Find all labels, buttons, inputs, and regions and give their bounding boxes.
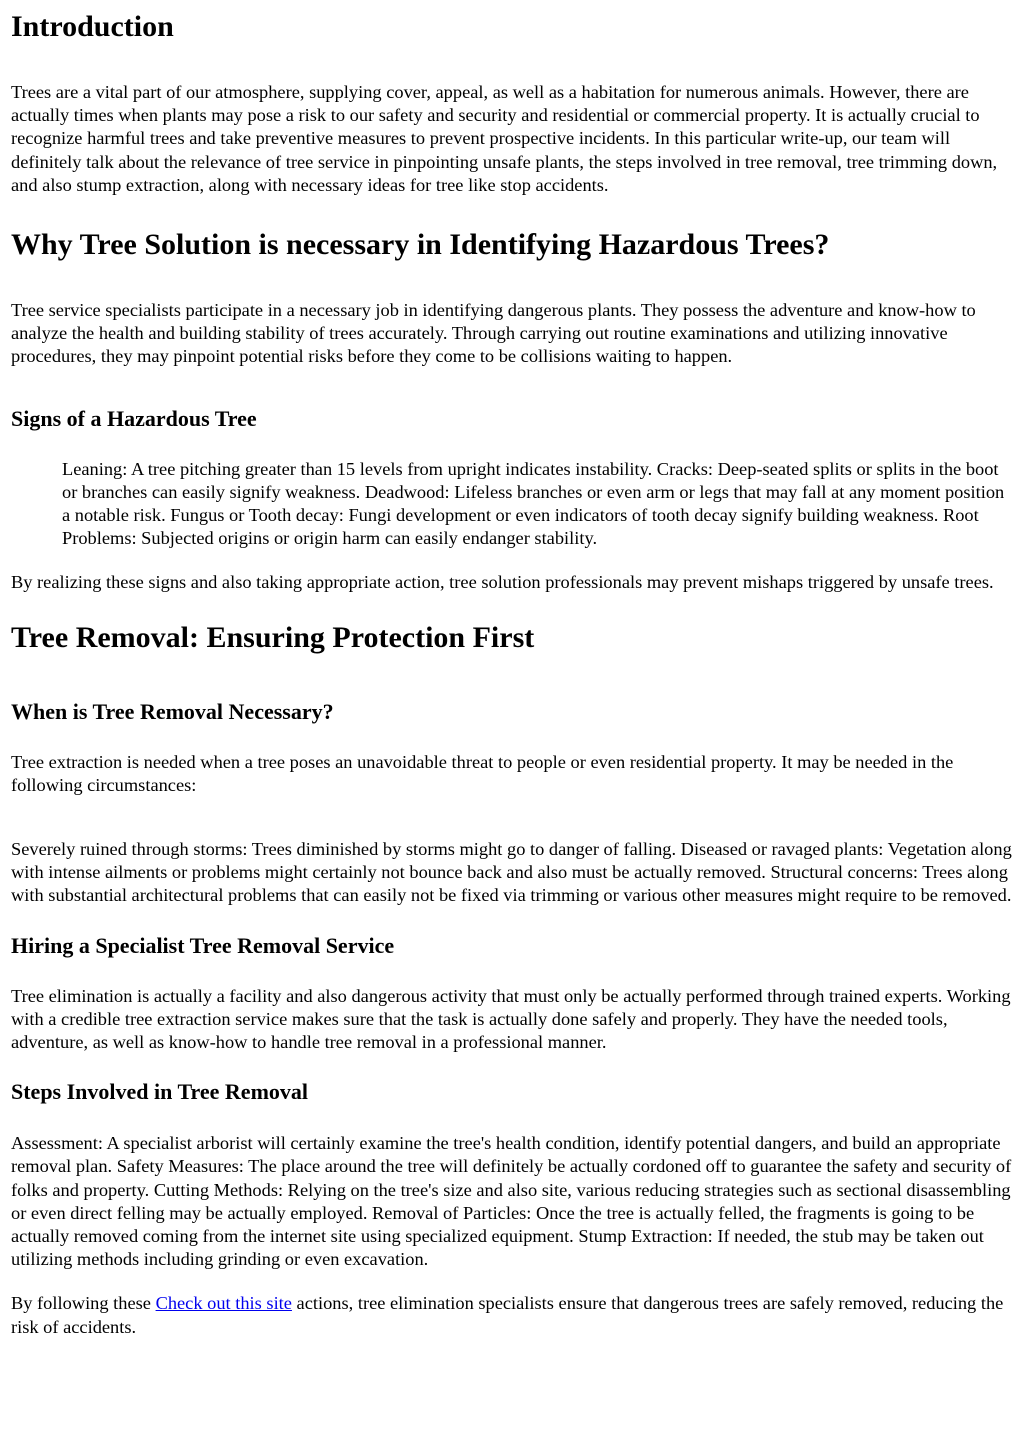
intro-heading: Introduction <box>11 10 174 43</box>
steps-summary-prefix: By following these <box>11 1293 156 1314</box>
steps-paragraph: Assessment: A specialist arborist will certainly examine the tree's health condition, identify potential dangers, and build an appropriate removal plan. Safety Measures: The place around the tree will definitely be actually cordoned off to guarantee the safety and security of folks and property. Cutting Methods: Relying on the tree's size and also site, various reducing strategies such as sectional disassembling or even direct felling may be actually employed. Removal of Particles: Once the tree is actually felled, the fragments is going to be actually removed coming from the internet site using specialized equipment. Stump Extraction: If needed, the stub may be taken out utilizing methods including grinding or even excavation. <box>11 1133 1012 1270</box>
signs-heading: Signs of a Hazardous Tree <box>11 405 257 431</box>
why-paragraph: Tree service specialists participate in a necessary job in identifying dangerous plants. They possess the adventure and know-how to analyze the health and building stability of trees accurately. Through carrying out routine examinations and utilizing innovative procedures, they may pinpoint potential risks before they come to be collisions waiting to happen. <box>11 300 976 367</box>
hiring-heading: Hiring a Specialist Tree Removal Service <box>11 932 395 958</box>
why-heading: Why Tree Solution is necessary in Identifying Hazardous Trees? <box>11 228 830 262</box>
steps-heading: Steps Involved in Tree Removal <box>11 1079 309 1105</box>
hiring-paragraph: Tree elimination is actually a facility and also dangerous activity that must only be actually performed through trained experts. Working with a credible tree extraction service makes sure that the task is actually done safely and properly. They have the needed tools, adventure, as well as know-how to handle tree removal in a professional manner. <box>11 985 1011 1053</box>
when-heading: When is Tree Removal Necessary? <box>11 698 334 724</box>
steps-summary-paragraph <box>11 1292 1013 1338</box>
when-circumstances-paragraph: Severely ruined through storms: Trees diminished by storms might go to danger of falling. Diseased or ravaged plants: Vegetation along with intense ailments or problems might certainly not bounce back and also must be actually removed. Structural concerns: Trees along with substantial architectural problems that can easily not be fixed via trimming or various other measures might require to be removed. <box>11 839 1012 906</box>
steps-summary-suffix: actions, tree elimination specialists ensure that dangerous trees are safely removed, reducing the risk of accidents. <box>11 1293 1004 1337</box>
intro-paragraph: Trees are a vital part of our atmosphere, supplying cover, appeal, as well as a habitation for numerous animals. However, there are actually times when plants may pose a risk to our safety and security and residential or commercial property. It is actually crucial to recognize harmful trees and take preventive measures to prevent prospective incidents. In this particular write-up, our team will definitely talk about the relevance of tree service in pinpointing unsafe plants, the steps involved in tree removal, tree trimming down, and also stump extraction, along with necessary ideas for tree like stop accidents. <box>11 82 998 195</box>
when-paragraph: Tree extraction is needed when a tree poses an unavoidable threat to people or even residential property. It may be needed in the following circumstances: <box>11 751 954 795</box>
removal-heading: Tree Removal: Ensuring Protection First <box>11 620 535 654</box>
signs-list-blockquote: Leaning: A tree pitching greater than 15 levels from upright indicates instability. Cracks: Deep-seated splits or splits in the boot or branches can easily signify weakness. Deadwood: Lifeless branches or even arm or legs that may fall at any moment position a notable risk. Fungus or Tooth decay: Fungi development or even indicators of tooth decay signify building weakness. Root Problems: Subjected origins or origin harm can easily endanger stability. <box>62 458 1005 549</box>
signs-summary-paragraph: By realizing these signs and also taking appropriate action, tree solution professionals may prevent mishaps triggered by unsafe trees. <box>11 572 994 593</box>
check-out-site-link[interactable]: Check out this site <box>155 1293 292 1314</box>
